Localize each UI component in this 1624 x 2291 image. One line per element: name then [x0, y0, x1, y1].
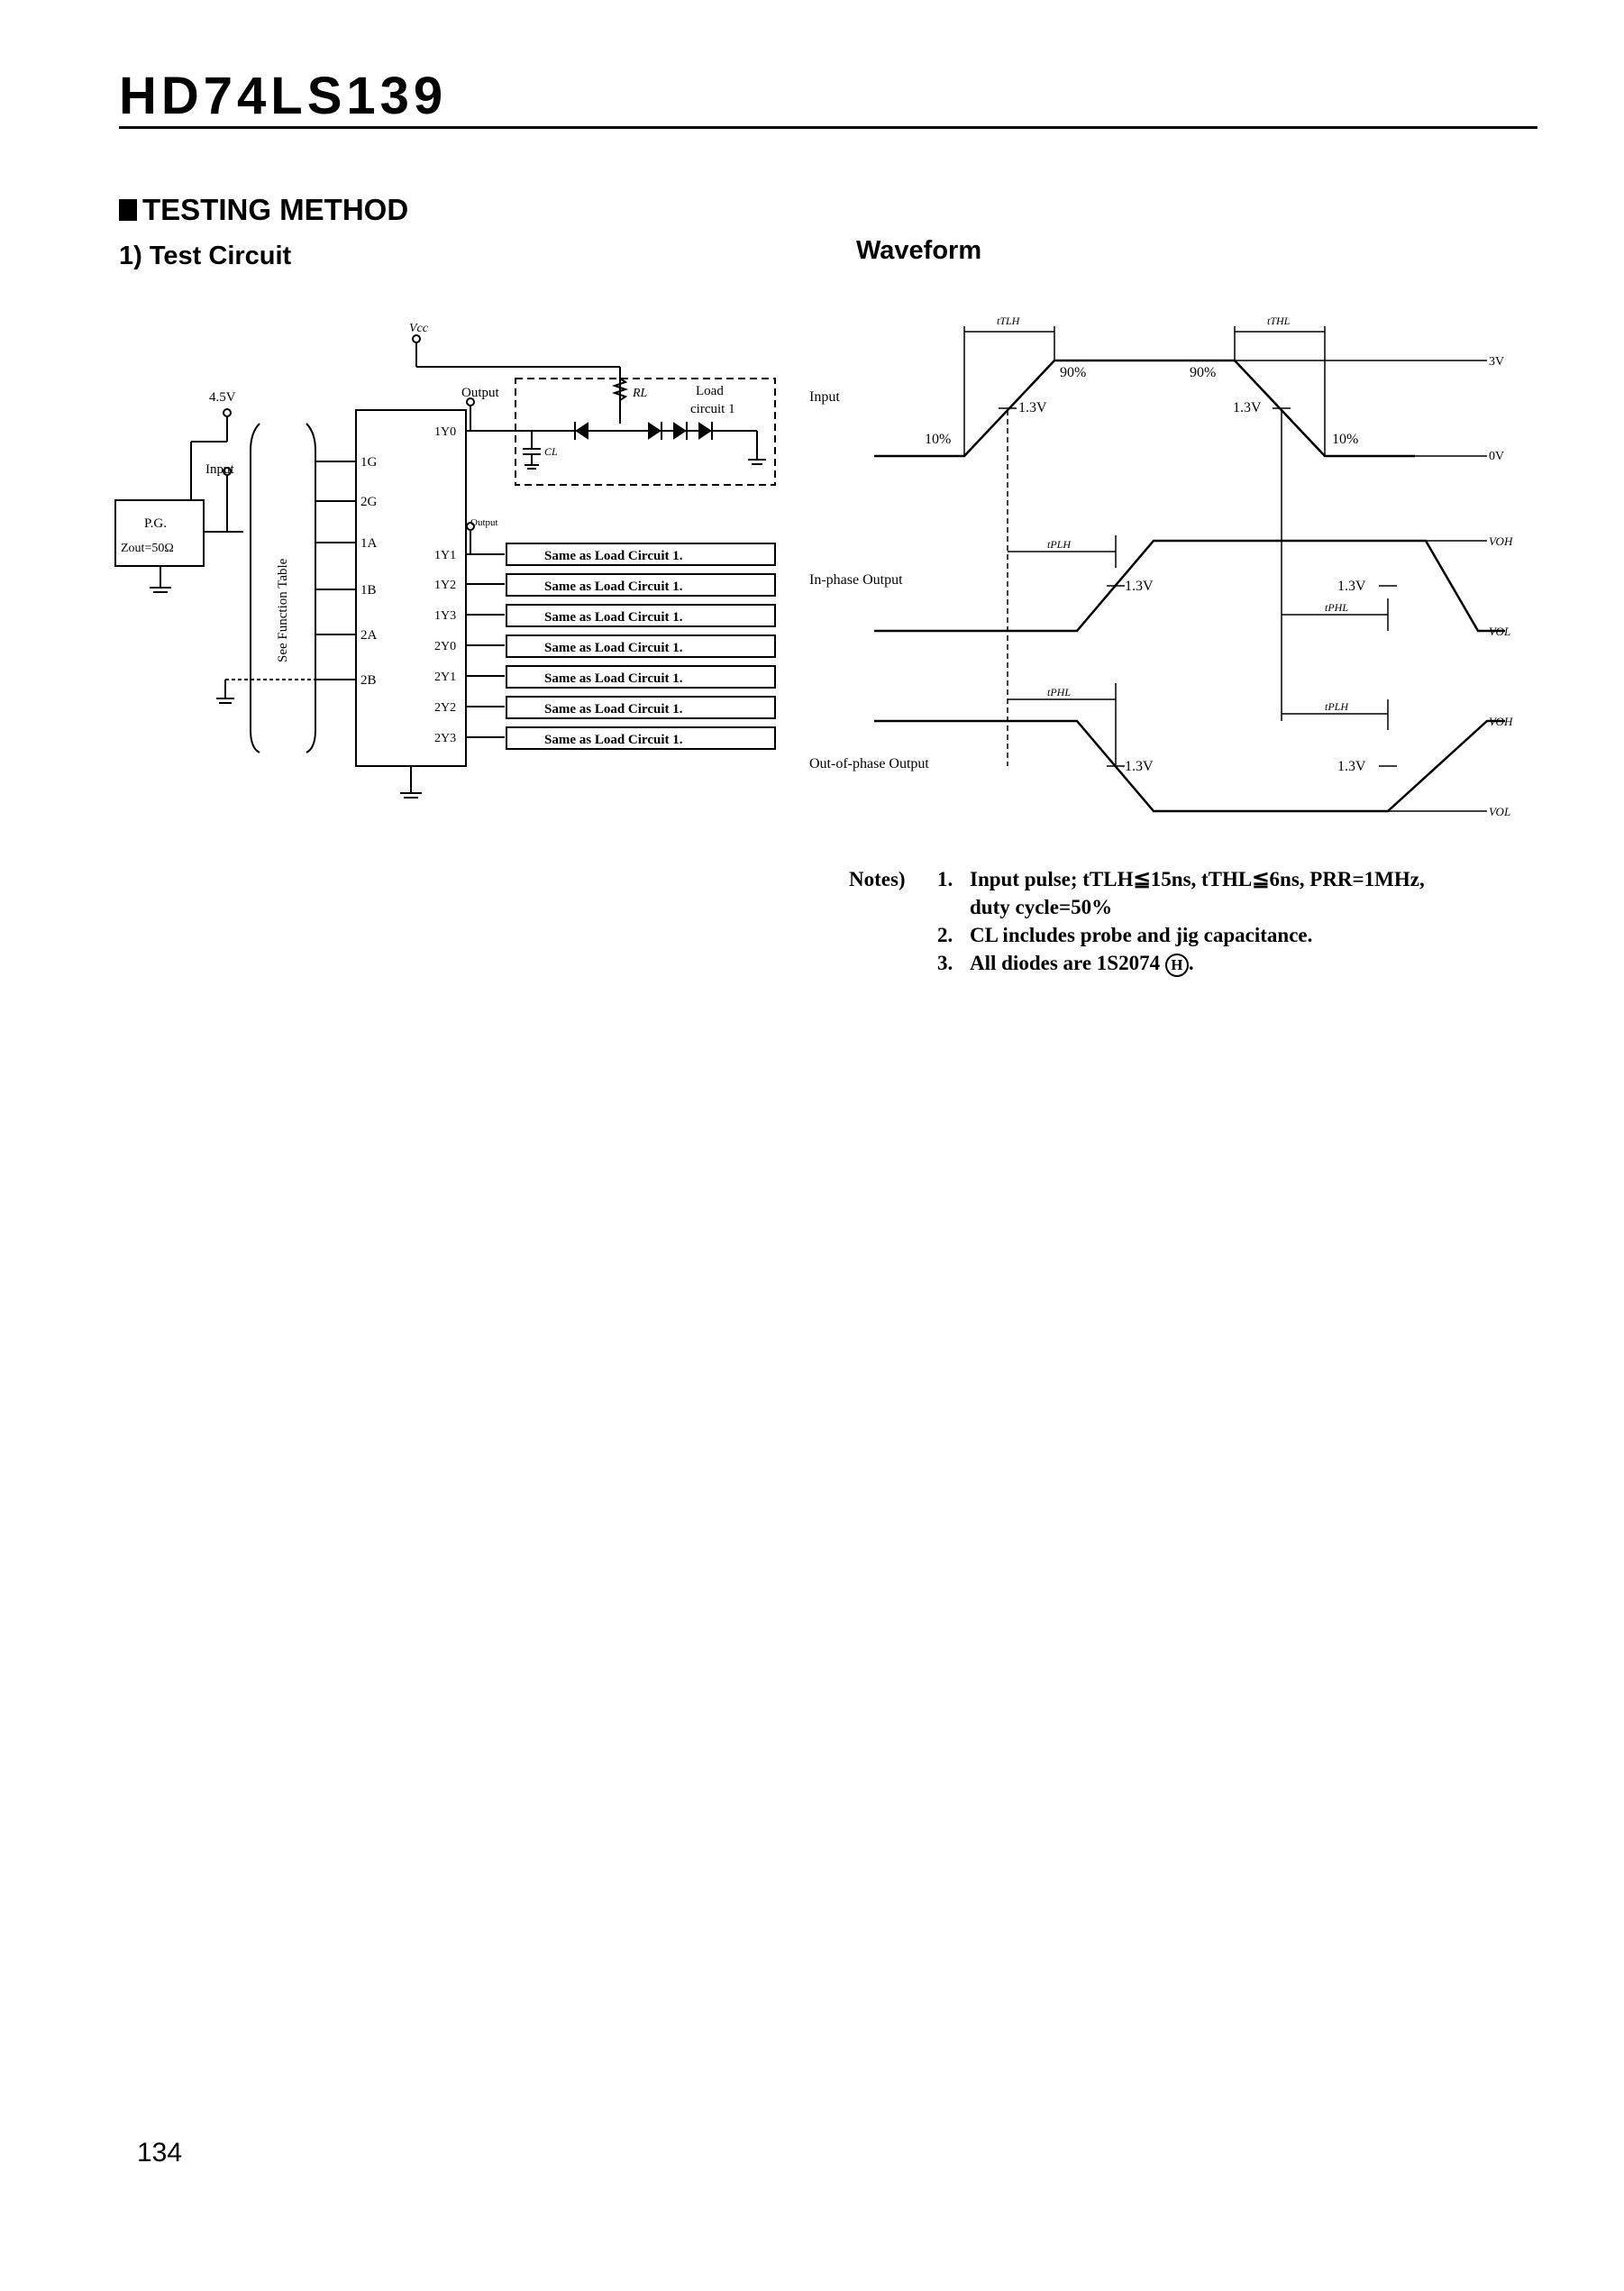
pin-1g-label: 1G	[360, 455, 378, 470]
note-text: Input pulse; tTLH≦15ns, tTHL≦6ns, PRR=1MHz,	[970, 868, 1425, 890]
same-as-load-6: Same as Load Circuit 1.	[544, 702, 683, 717]
load-circuit-label: circuit 1	[690, 402, 735, 416]
notes-label: Notes)	[849, 868, 906, 890]
same-as-load-5: Same as Load Circuit 1.	[544, 671, 683, 686]
label-tplh-2: tPLH	[1325, 700, 1349, 713]
section-title: TESTING METHOD	[142, 193, 409, 226]
output-label-small: Output	[470, 517, 498, 528]
pct-90-rise: 90%	[1060, 365, 1087, 380]
same-as-load-1: Same as Load Circuit 1.	[544, 549, 683, 563]
waveform-heading: Waveform	[856, 236, 982, 265]
page-title: HD74LS139	[119, 67, 448, 125]
level-voh-1: VOH	[1489, 534, 1513, 548]
pin-2a-label: 2A	[360, 628, 378, 643]
in-phase-waveform	[874, 541, 1505, 631]
same-as-load-3: Same as Load Circuit 1.	[544, 610, 683, 625]
thr-inphase-rise: 1.3V	[1125, 579, 1154, 594]
pin-2y3-label: 2Y3	[434, 732, 457, 745]
label-ttlh: tTLH	[997, 315, 1020, 327]
level-vol-2: VOL	[1489, 805, 1511, 818]
wave-inphase-label: In-phase Output	[809, 572, 903, 588]
level-voh-2: VOH	[1489, 715, 1513, 728]
same-as-load-7: Same as Load Circuit 1.	[544, 733, 683, 747]
pin-1y0-label: 1Y0	[434, 425, 457, 439]
out-of-phase-waveform	[874, 721, 1505, 811]
note-text: All diodes are 1S2074	[970, 952, 1161, 975]
zout-label: Zout=50Ω	[121, 542, 174, 555]
note-number: 1.	[937, 868, 953, 890]
pin-2y1-label: 2Y1	[434, 671, 457, 684]
load-label: Load	[696, 384, 724, 398]
label-tplh-1: tPLH	[1047, 538, 1072, 551]
input-label: Input	[205, 462, 234, 477]
level-0v: 0V	[1489, 450, 1505, 463]
hitachi-mark-icon: H	[1165, 954, 1189, 977]
pin-2y0-label: 2Y0	[434, 640, 457, 653]
test-circuit-diagram	[0, 0, 811, 829]
vcc-label: Vcc	[409, 322, 428, 335]
supply-label: 4.5V	[209, 390, 236, 405]
label-tphl-2: tPHL	[1047, 686, 1072, 698]
pin-2b-label: 2B	[360, 673, 377, 688]
thr-input-fall: 1.3V	[1233, 400, 1262, 415]
thr-outphase-fall: 1.3V	[1125, 759, 1154, 774]
cl-label: CL	[544, 445, 558, 458]
pin-1y2-label: 1Y2	[434, 579, 457, 592]
note-number: 3.	[937, 952, 953, 975]
output-label: Output	[461, 386, 499, 400]
level-3v: 3V	[1489, 355, 1505, 369]
note-item	[937, 949, 1425, 977]
thr-inphase-fall: 1.3V	[1337, 579, 1366, 594]
note-text-cont: duty cycle=50%	[970, 896, 1113, 919]
level-vol-1: VOL	[1489, 625, 1511, 638]
note-item	[937, 865, 1425, 921]
notes	[849, 865, 1425, 977]
pin-2y2-label: 2Y2	[434, 701, 457, 715]
pct-10-fall: 10%	[1332, 432, 1359, 447]
wave-input-label: Input	[809, 389, 840, 405]
label-tthl: tTHL	[1267, 315, 1291, 327]
pin-1y1-label: 1Y1	[434, 549, 457, 562]
note-number: 2.	[937, 924, 953, 947]
thr-input-rise: 1.3V	[1018, 400, 1047, 415]
note-text: CL includes probe and jig capacitance.	[970, 924, 1313, 947]
thr-outphase-rise: 1.3V	[1337, 759, 1366, 774]
pin-1y3-label: 1Y3	[434, 609, 457, 623]
note-item	[937, 921, 1425, 949]
same-as-load-2: Same as Load Circuit 1.	[544, 580, 683, 594]
page-number: 134	[137, 2138, 183, 2168]
wave-outphase-label: Out-of-phase Output	[809, 756, 929, 771]
same-as-load-4: Same as Load Circuit 1.	[544, 641, 683, 655]
pin-2g-label: 2G	[360, 495, 378, 509]
pct-10-rise: 10%	[925, 432, 952, 447]
function-table-note: See Function Table	[276, 558, 290, 662]
waveform-diagram	[793, 297, 1541, 838]
note-tail: .	[1188, 952, 1194, 975]
label-tphl-1: tPHL	[1325, 601, 1349, 614]
rl-label: RL	[633, 387, 648, 400]
test-circuit-heading: 1) Test Circuit	[119, 242, 292, 270]
pg-label: P.G.	[144, 516, 168, 531]
pin-1b-label: 1B	[360, 583, 377, 598]
pin-1a-label: 1A	[360, 536, 378, 551]
pct-90-fall: 90%	[1190, 365, 1217, 380]
